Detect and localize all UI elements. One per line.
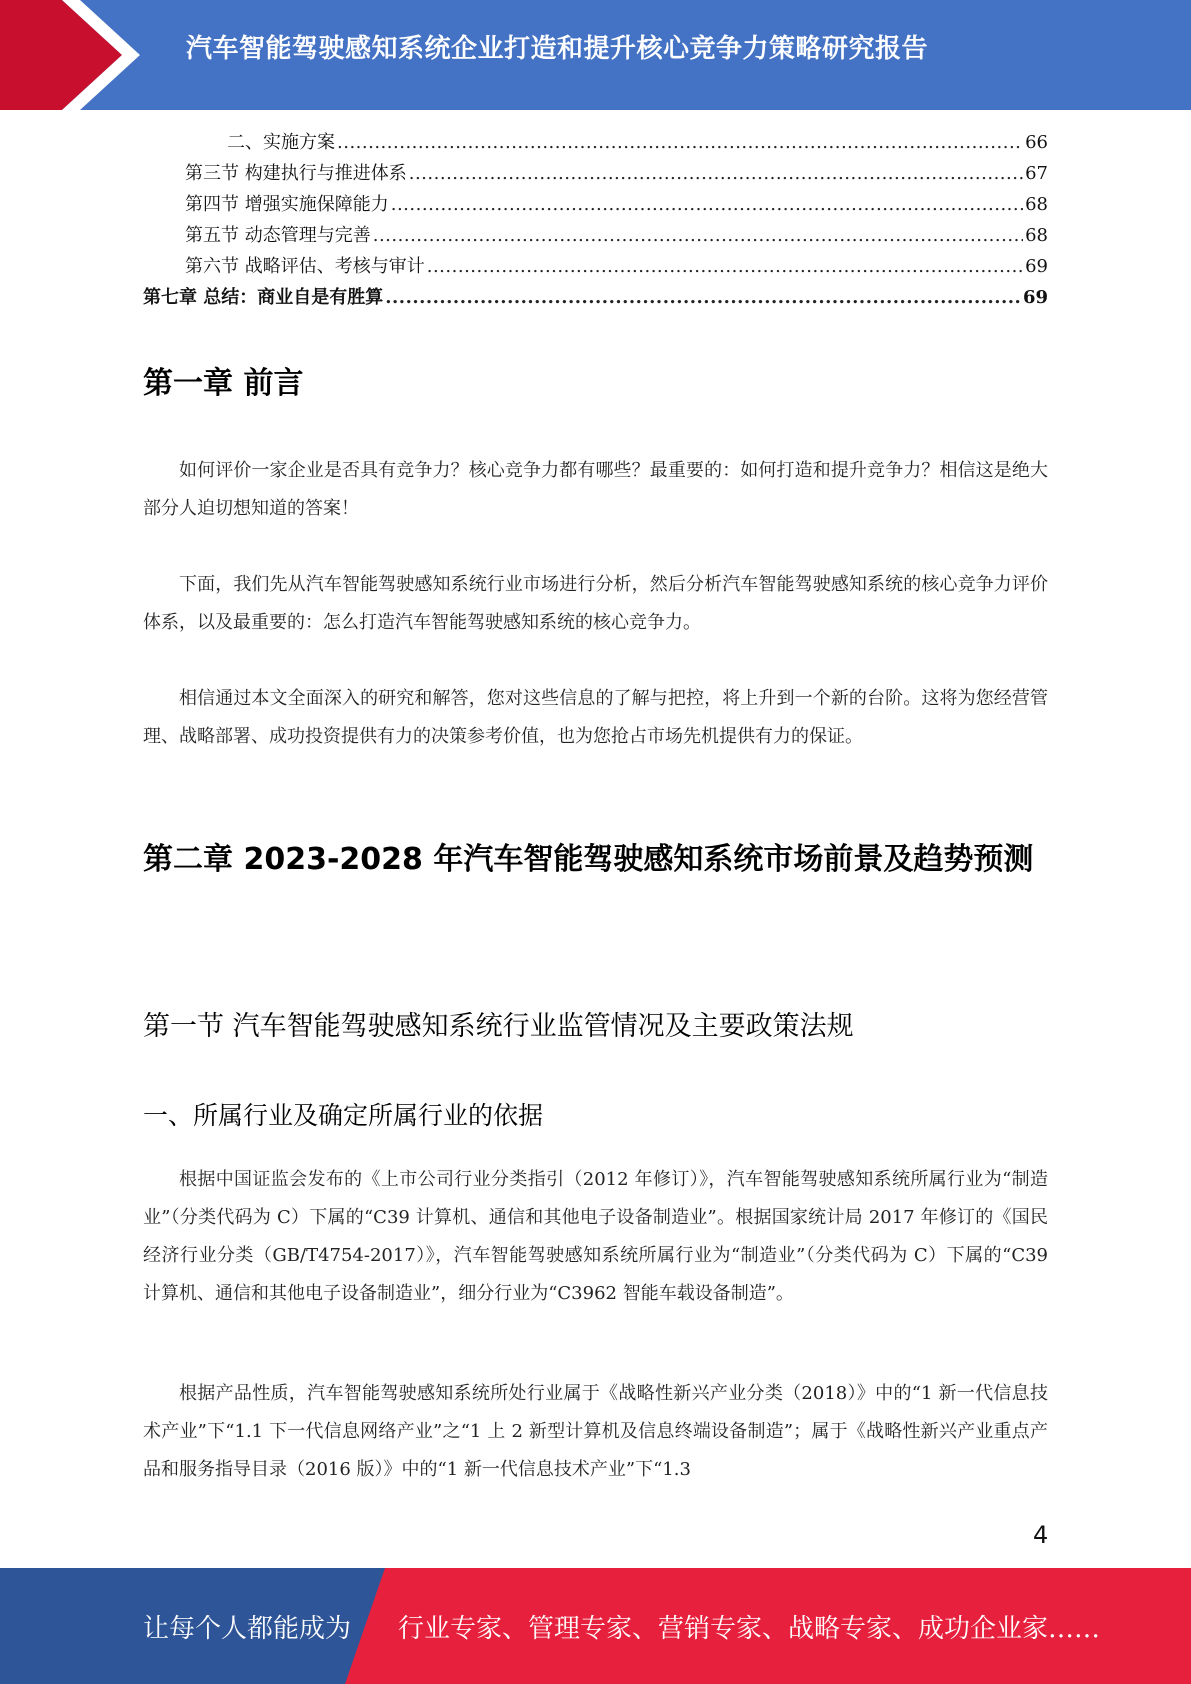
toc-entry[interactable]: [185, 223, 1048, 249]
toc-entry-page: 67: [1025, 163, 1048, 184]
page-footer: [0, 1568, 1191, 1684]
toc-leader-dots: [373, 223, 1023, 249]
header-chevron-graphic: [0, 0, 160, 110]
toc-entry-page: 69: [1025, 256, 1048, 277]
toc-entry-label: 第三节 构建执行与推进体系: [185, 163, 407, 184]
toc-entry-page: 68: [1025, 225, 1048, 246]
toc-entry-page: 66: [1025, 132, 1048, 153]
toc-entry-page: 69: [1022, 287, 1048, 308]
toc-entry[interactable]: [185, 254, 1048, 280]
footer-slogan-right: 行业专家、管理专家、营销专家、战略专家、成功企业家……: [398, 1614, 1101, 1644]
toc-entry[interactable]: [185, 161, 1048, 187]
report-title: 汽车智能驾驶感知系统企业打造和提升核心竞争力策略研究报告: [186, 34, 929, 64]
toc-entry-page: 68: [1025, 194, 1048, 215]
toc-entry[interactable]: [185, 192, 1048, 218]
toc-entry-label: 第四节 增强实施保障能力: [185, 194, 389, 215]
toc-leader-dots: [385, 285, 1021, 311]
toc-leader-dots: [427, 254, 1023, 280]
toc-entry-label: 二、实施方案: [227, 132, 335, 153]
body-paragraph: 根据产品性质，汽车智能驾驶感知系统所处行业属于《战略性新兴产业分类（2018）》中的“1 新一代信息技术产业”下“1.1 下一代信息网络产业”之“1 上 2 新型计算机及信息终端设备制造”；属于《战略性新兴产业重点产品和服务指导目录（2016 版）》中的“1 新一代信息技术产业”下“1.3: [143, 1383, 1048, 1480]
toc-entry-chapter[interactable]: [143, 285, 1048, 311]
toc-entry-label: 第五节 动态管理与完善: [185, 225, 371, 246]
toc-leader-dots: [391, 192, 1023, 218]
chapter-heading: 第一章 前言: [143, 366, 304, 401]
page-header: [0, 0, 1191, 110]
body-paragraph: 如何评价一家企业是否具有竞争力？核心竞争力都有哪些？最重要的：如何打造和提升竞争力？相信这是绝大部分人迫切想知道的答案！: [143, 460, 1048, 519]
section-heading: 第一节 汽车智能驾驶感知系统行业监管情况及主要政策法规: [143, 1011, 854, 1042]
subsection-heading: 一、所属行业及确定所属行业的依据: [143, 1101, 544, 1130]
toc-entry[interactable]: [227, 130, 1048, 156]
body-paragraph: 相信通过本文全面深入的研究和解答，您对这些信息的了解与把控，将上升到一个新的台阶。这将为您经营管理、战略部署、成功投资提供有力的决策参考价值，也为您抢占市场先机提供有力的保证。: [143, 688, 1048, 747]
toc-entry-label: 第六节 战略评估、考核与审计: [185, 256, 425, 277]
toc-entry-label: 第七章 总结：商业自是有胜算: [143, 287, 384, 308]
toc-leader-dots: [337, 130, 1023, 156]
toc-leader-dots: [409, 161, 1023, 187]
chapter-heading: 第二章 2023-2028 年汽车智能驾驶感知系统市场前景及趋势预测: [143, 842, 1034, 877]
body-paragraph: 根据中国证监会发布的《上市公司行业分类指引（2012 年修订）》，汽车智能驾驶感知系统所属行业为“制造业”（分类代码为 C）下属的“C39 计算机、通信和其他电子设备制造业”。根据国家统计局 2017 年修订的《国民经济行业分类（GB/T4754-2017）》，汽车智能驾驶感知系统所属行业为“制造业”（分类代码为 C）下属的“C39 计算机、通信和其他电子设备制造业”，细分行业为“C3962 智能车载设备制造”。: [143, 1169, 1048, 1304]
page-number: 4: [1033, 1521, 1049, 1549]
body-paragraph: 下面，我们先从汽车智能驾驶感知系统行业市场进行分析，然后分析汽车智能驾驶感知系统的核心竞争力评价体系，以及最重要的：怎么打造汽车智能驾驶感知系统的核心竞争力。: [143, 574, 1048, 633]
footer-slogan-left: 让每个人都能成为: [143, 1614, 352, 1644]
